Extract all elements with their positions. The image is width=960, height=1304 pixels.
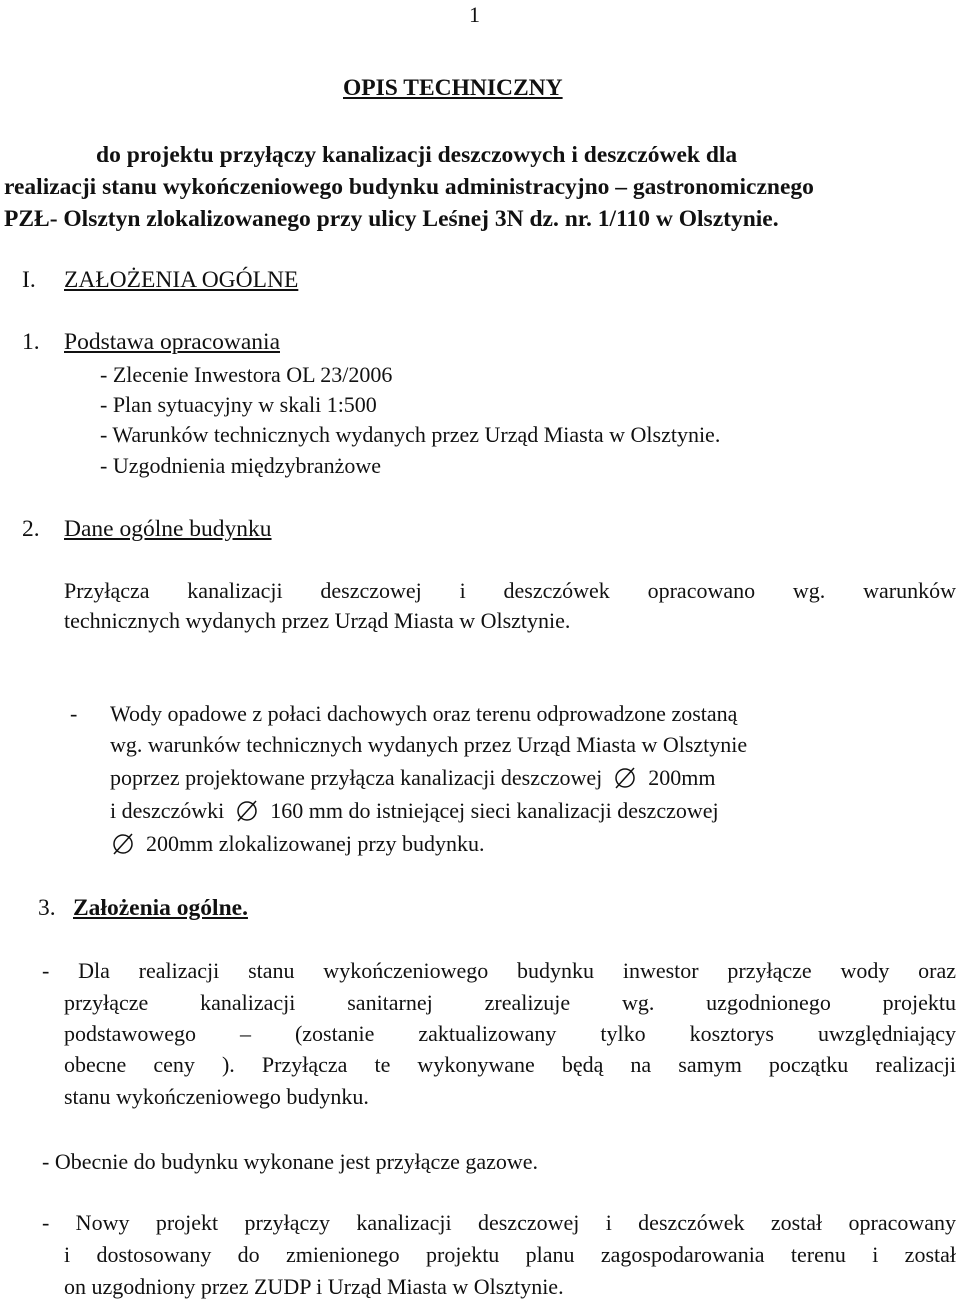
page-number: 1 — [469, 2, 480, 27]
item3-bullet1-line: podstawowego – (zostanie zaktualizowany tylko kosztorys uwzględniający — [64, 1021, 956, 1046]
item3-bullet3-line: - Nowy projekt przyłączy kanalizacji deszczowej i deszczówek został opracowany — [42, 1210, 956, 1235]
drainage-line-3 — [110, 767, 716, 789]
drainage-line-2: wg. warunków technicznych wydanych przez Urząd Miasta w Olsztynie — [110, 732, 748, 757]
bullet-dash: - — [70, 701, 78, 726]
item3-bullet1-line: obecne ceny ). Przyłącza te wykonywane będą na samym początku realizacji — [64, 1052, 956, 1077]
item2-paragraph-line-2: technicznych wydanych przez Urząd Miasta w Olsztynie. — [64, 608, 571, 633]
item1-list-item: - Plan sytuacyjny w skali 1:500 — [100, 392, 377, 417]
diameter-value: 200mm — [648, 765, 716, 790]
item2-title: Dane ogólne budynku — [64, 516, 272, 542]
item3-bullet1-line: stanu wykończeniowego budynku. — [64, 1084, 369, 1109]
section-title: ZAŁOŻENIA OGÓLNE — [64, 267, 299, 293]
drainage-text: i deszczówki — [110, 798, 225, 823]
item2-paragraph-line-1: Przyłącza kanalizacji deszczowej i deszczówek opracowano wg. warunków — [64, 578, 956, 603]
subtitle-line-2: realizacji stanu wykończeniowego budynku administracyjno – gastronomicznego — [4, 174, 814, 200]
item3-bullet2: - Obecnie do budynku wykonane jest przyłącze gazowe. — [42, 1149, 539, 1174]
drainage-text: 160 mm do istniejącej sieci kanalizacji deszczowej — [270, 798, 719, 823]
item3-title: Założenia ogólne. — [73, 895, 248, 921]
drainage-line-4 — [110, 800, 719, 822]
item1-list-item: - Uzgodnienia międzybranżowe — [100, 453, 381, 478]
drainage-text: 200mm zlokalizowanej przy budynku. — [146, 831, 485, 856]
subtitle-line-3: PZŁ- Olsztyn zlokalizowanego przy ulicy Leśnej 3N dz. nr. 1/110 w Olsztynie. — [4, 206, 779, 232]
section-number: I. — [22, 267, 36, 293]
diameter-icon — [227, 800, 267, 820]
item1-number: 1. — [22, 329, 40, 355]
drainage-line-5 — [100, 833, 484, 855]
subtitle-line-1: do projektu przyłączy kanalizacji deszczowych i deszczówek dla — [96, 142, 738, 168]
item2-number: 2. — [22, 516, 40, 542]
diameter-icon — [103, 833, 143, 853]
drainage-text: poprzez projektowane przyłącza kanalizacji deszczowej — [110, 765, 603, 790]
item1-list-item: - Zlecenie Inwestora OL 23/2006 — [100, 362, 393, 387]
diameter-icon — [605, 767, 645, 787]
item3-bullet3-line: on uzgodniony przez ZUDP i Urząd Miasta w Olsztynie. — [64, 1274, 564, 1299]
item1-list-item: - Warunków technicznych wydanych przez Urząd Miasta w Olsztynie. — [100, 422, 721, 447]
item3-bullet3-line: i dostosowany do zmienionego projektu planu zagospodarowania terenu i został — [64, 1242, 956, 1267]
item3-bullet1-line: przyłącze kanalizacji sanitarnej zrealizuje wg. uzgodnionego projektu — [64, 990, 956, 1015]
item3-number: 3. — [38, 895, 56, 921]
item1-title: Podstawa opracowania — [64, 329, 280, 355]
drainage-line-1: Wody opadowe z połaci dachowych oraz terenu odprowadzone zostaną — [110, 701, 738, 726]
document-title: OPIS TECHNICZNY — [343, 75, 563, 101]
item3-bullet1-line: - Dla realizacji stanu wykończeniowego budynku inwestor przyłącze wody oraz — [42, 958, 956, 983]
